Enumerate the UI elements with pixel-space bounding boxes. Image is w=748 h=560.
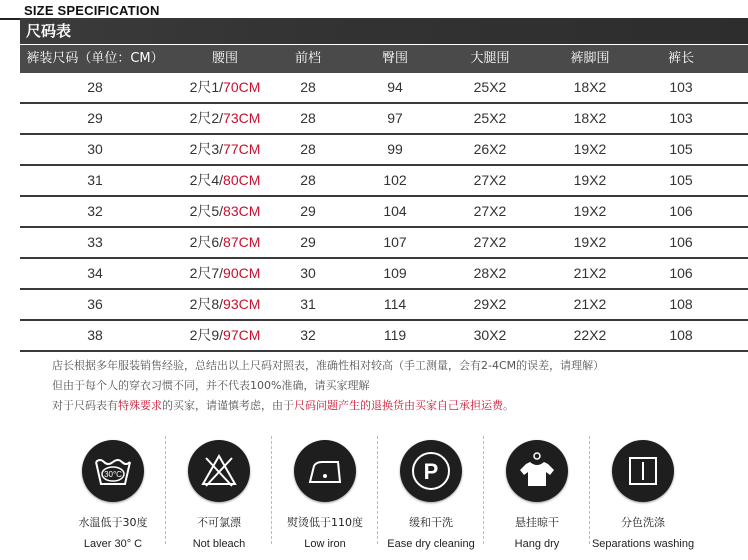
note-line: 店长根据多年服装销售经验，总结出以上尺码对照表，准确性相对较高（手工测量，会有2-4CM的误差，请理解） [52, 359, 605, 372]
care-instructions [60, 432, 700, 550]
care-label-cn: 水温低于30度 [78, 516, 148, 529]
cell-thigh: 29X2 [473, 296, 507, 312]
cell-waist [175, 321, 275, 350]
waist-chi: 2尺9/ [189, 327, 224, 343]
note-text: 对于尺码表有 [52, 399, 118, 412]
cell-length: 106 [669, 203, 693, 219]
cell-thigh: 27X2 [473, 203, 507, 219]
waist-chi: 2尺6/ [189, 234, 224, 250]
cell-size: 28 [87, 79, 103, 95]
waist-cm: 83CM [223, 203, 261, 219]
cell-thigh: 25X2 [473, 79, 507, 95]
table-row [20, 73, 748, 104]
cell-hip: 97 [387, 110, 403, 126]
separate-wash-icon [612, 440, 674, 502]
cell-waist [175, 290, 275, 319]
cell-size: 31 [87, 172, 103, 188]
size-chart-band [20, 18, 748, 44]
waist-chi: 2尺1/ [189, 79, 224, 95]
note-highlight: 尺码问题产生的退换货由买家自己承担运费 [294, 399, 503, 412]
cell-rise: 29 [300, 203, 316, 219]
cell-size: 30 [87, 141, 103, 157]
waist-cm: 70CM [223, 79, 261, 95]
cell-size: 38 [87, 327, 103, 343]
note-highlight: 特殊要求 [118, 399, 162, 412]
header-rise: 前档 [294, 51, 321, 66]
cell-hip: 114 [383, 296, 407, 312]
cell-length: 105 [669, 141, 693, 157]
care-item-separate [590, 432, 696, 550]
cell-waist [175, 228, 275, 257]
header-thigh: 大腿围 [470, 51, 510, 66]
waist-cm: 90CM [223, 265, 261, 281]
spec-title: SIZE SPECIFICATION [24, 3, 160, 18]
note-text: 。 [503, 399, 514, 412]
low-iron-icon [294, 440, 356, 502]
waist-chi: 2尺2/ [189, 110, 224, 126]
waist-chi: 2尺7/ [189, 265, 224, 281]
table-row [20, 259, 748, 290]
note-text: 的买家，请谨慎考虑，由于 [162, 399, 294, 412]
cell-length: 106 [669, 234, 693, 250]
cell-rise: 29 [300, 234, 316, 250]
wash-30-icon [82, 440, 144, 502]
care-label-cn: 缓和干洗 [409, 516, 453, 529]
care-label-en: Ease dry cleaning [387, 538, 475, 550]
cell-length: 108 [669, 327, 693, 343]
care-label-cn: 不可氯漂 [197, 516, 241, 529]
header-hip: 臀围 [381, 51, 408, 66]
cell-thigh: 28X2 [473, 265, 507, 281]
cell-hip: 102 [383, 172, 407, 188]
cell-hip: 99 [387, 141, 403, 157]
cell-waist [175, 197, 275, 226]
cell-hem: 19X2 [573, 172, 607, 188]
svg-text:P: P [423, 459, 439, 484]
no-bleach-icon [188, 440, 250, 502]
table-row [20, 290, 748, 321]
cell-waist [175, 166, 275, 195]
table-row [20, 197, 748, 228]
cell-hem: 21X2 [573, 265, 607, 281]
cell-hem: 22X2 [573, 327, 607, 343]
cell-size: 34 [87, 265, 103, 281]
cell-rise: 28 [300, 172, 316, 188]
cell-length: 108 [669, 296, 693, 312]
waist-cm: 77CM [223, 141, 261, 157]
table-row [20, 166, 748, 197]
cell-size: 29 [87, 110, 103, 126]
care-item-hang [484, 432, 590, 550]
table-row [20, 228, 748, 259]
table-row [20, 104, 748, 135]
table-row [20, 321, 748, 352]
cell-rise: 30 [300, 265, 316, 281]
care-item-wash [60, 432, 166, 550]
note-line: 但由于每个人的穿衣习惯不同，并不代表100%准确，请买家理解 [52, 379, 370, 392]
cell-hip: 109 [383, 265, 407, 281]
waist-chi: 2尺8/ [189, 296, 224, 312]
cell-length: 106 [669, 265, 693, 281]
cell-rise: 32 [300, 327, 316, 343]
cell-hem: 19X2 [573, 203, 607, 219]
cell-waist [175, 259, 275, 288]
cell-waist [175, 73, 275, 102]
cell-hip: 107 [383, 234, 407, 250]
cell-waist [175, 104, 275, 133]
dry-clean-icon [400, 440, 462, 502]
waist-chi: 2尺5/ [189, 203, 224, 219]
care-label-cn: 熨烫低于110度 [287, 516, 363, 529]
care-item-iron [272, 432, 378, 550]
cell-size: 36 [87, 296, 103, 312]
care-label-en: Low iron [304, 538, 346, 550]
header-length: 裤长 [667, 51, 694, 66]
cell-rise: 28 [300, 141, 316, 157]
waist-cm: 73CM [223, 110, 261, 126]
cell-hip: 94 [387, 79, 403, 95]
cell-thigh: 27X2 [473, 234, 507, 250]
waist-chi: 2尺3/ [189, 141, 224, 157]
care-item-bleach [166, 432, 272, 550]
header-size: 裤装尺码（单位：CM） [26, 51, 164, 66]
cell-hem: 19X2 [573, 141, 607, 157]
cell-thigh: 25X2 [473, 110, 507, 126]
care-label-en: Not bleach [192, 538, 246, 550]
cell-rise: 31 [300, 296, 316, 312]
cell-thigh: 30X2 [473, 327, 507, 343]
care-label-en: Laver 30° C [83, 538, 143, 550]
cell-hem: 18X2 [573, 79, 607, 95]
waist-chi: 2尺4/ [189, 172, 224, 188]
cell-thigh: 27X2 [473, 172, 507, 188]
table-header [20, 45, 748, 73]
cell-hem: 19X2 [573, 234, 607, 250]
cell-waist [175, 135, 275, 164]
care-label-cn: 悬挂晾干 [515, 516, 559, 529]
waist-cm: 87CM [223, 234, 261, 250]
cell-length: 105 [669, 172, 693, 188]
cell-hip: 119 [383, 327, 407, 343]
care-label-cn: 分色洗涤 [621, 516, 665, 529]
cell-thigh: 26X2 [473, 141, 507, 157]
care-label-en: Separations washing [591, 538, 695, 550]
care-item-dryclean [378, 432, 484, 550]
size-notes [52, 356, 604, 416]
waist-cm: 97CM [223, 327, 261, 343]
header-waist: 腰围 [211, 51, 238, 66]
cell-hem: 18X2 [573, 110, 607, 126]
size-chart-title: 尺码表 [26, 22, 72, 40]
cell-length: 103 [669, 79, 693, 95]
cell-hip: 104 [383, 203, 407, 219]
cell-rise: 28 [300, 110, 316, 126]
note-warning-line [52, 396, 604, 416]
care-label-en: Hang dry [514, 538, 560, 550]
cell-size: 32 [87, 203, 103, 219]
header-hem: 裤脚围 [570, 51, 610, 66]
table-row [20, 135, 748, 166]
waist-cm: 80CM [223, 172, 261, 188]
waist-cm: 93CM [223, 296, 261, 312]
cell-hem: 21X2 [573, 296, 607, 312]
cell-size: 33 [87, 234, 103, 250]
cell-length: 103 [669, 110, 693, 126]
svg-text:30°C: 30°C [104, 470, 122, 479]
cell-rise: 28 [300, 79, 316, 95]
hang-dry-icon [506, 440, 568, 502]
